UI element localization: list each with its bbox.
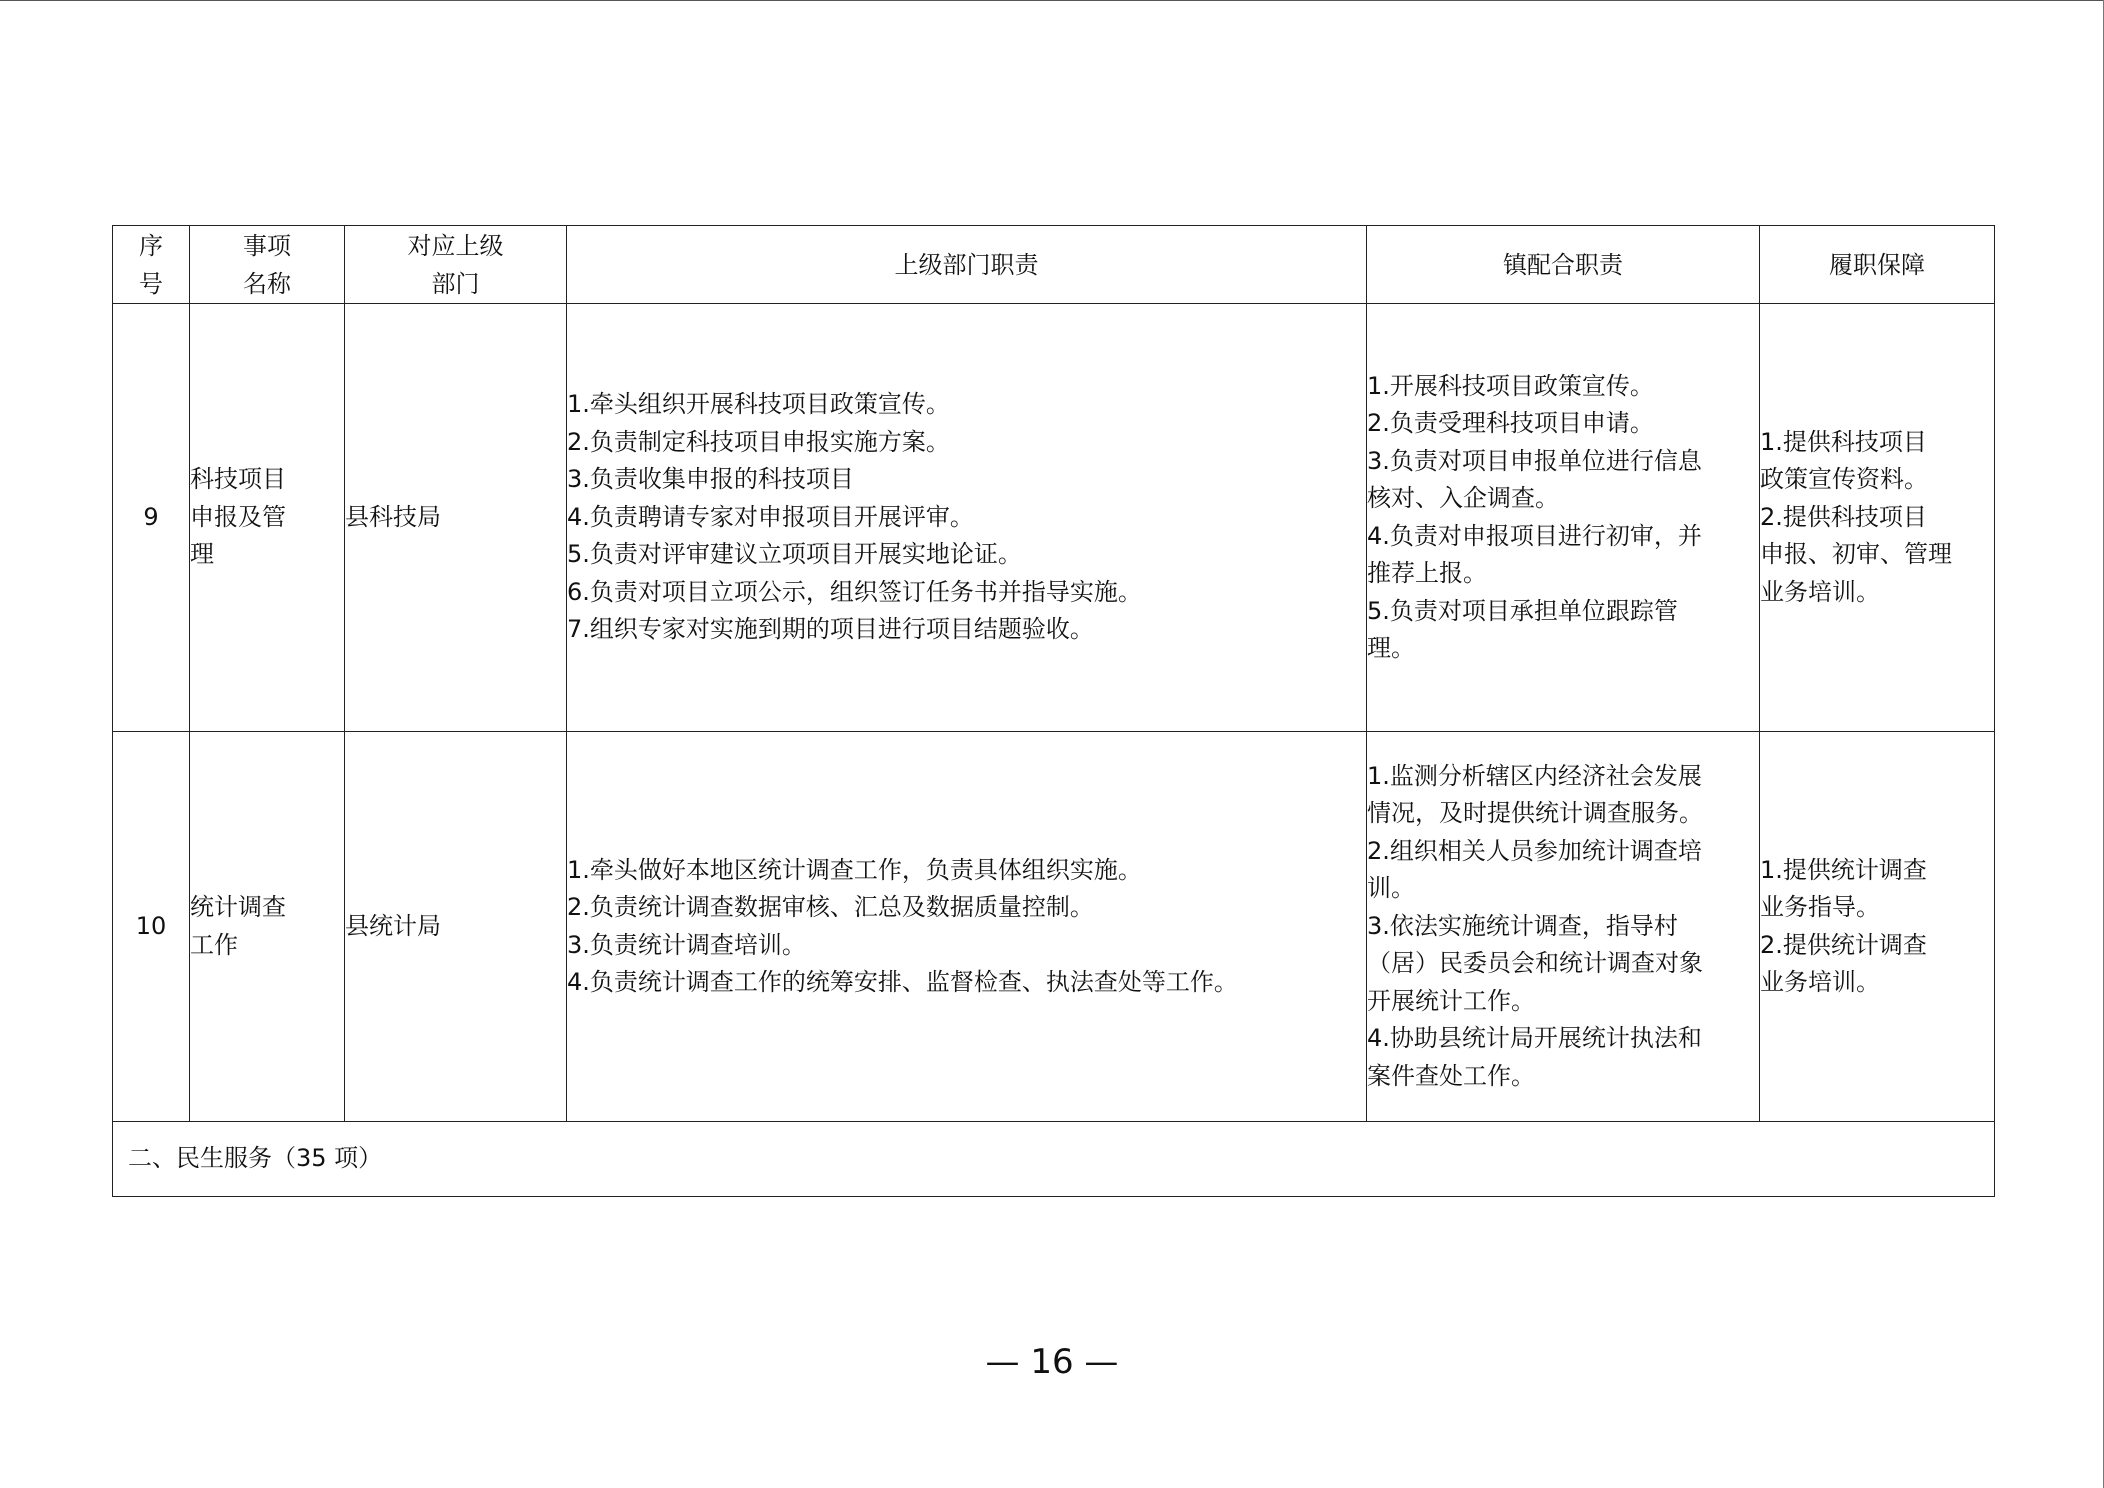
- row-upper-duties: [567, 304, 1367, 732]
- town-duty-line: 4.协助县统计局开展统计执法和: [1367, 1024, 1702, 1053]
- row-department: 县科技局: [345, 304, 567, 732]
- row-town-duties: [1367, 304, 1760, 732]
- upper-duty-item: 3.负责统计调查培训。: [567, 930, 806, 959]
- header-item-line-1: 事项: [243, 231, 291, 260]
- guarantee-line: 政策宣传资料。: [1760, 465, 1928, 494]
- guarantee-line: 业务培训。: [1760, 968, 1880, 996]
- table-row: [113, 304, 1995, 732]
- guarantee-line: 1.提供统计调查: [1760, 855, 1927, 884]
- page-top-border: [0, 0, 2104, 1]
- town-duty-line: 1.监测分析辖区内经济社会发展: [1367, 761, 1702, 790]
- guarantee-line: 申报、初审、管理: [1760, 540, 1952, 569]
- item-line: 科技项目: [190, 465, 286, 494]
- town-duty-line: 核对、入企调查。: [1367, 484, 1559, 512]
- row-item-name: [190, 304, 345, 732]
- guarantee-line: 2.提供统计调查: [1760, 930, 1927, 959]
- upper-duty-item: 3.负责收集申报的科技项目: [567, 465, 854, 494]
- row-upper-duties: [567, 732, 1367, 1122]
- upper-duty-item: 4.负责聘请专家对申报项目开展评审。: [567, 502, 974, 531]
- header-dept-line-1: 对应上级: [407, 231, 504, 260]
- town-duty-line: 5.负责对项目承担单位跟踪管: [1367, 596, 1678, 625]
- item-line: 理: [190, 540, 214, 569]
- upper-duty-item: 7.组织专家对实施到期的项目进行项目结题验收。: [567, 615, 1094, 644]
- header-seq-line-1: 序: [139, 231, 163, 260]
- table-header-row: [113, 226, 1995, 304]
- town-duty-line: 4.负责对申报项目进行初审，并: [1367, 521, 1702, 550]
- section-heading: 二、民生服务（35 项）: [113, 1122, 1995, 1197]
- row-department: 县统计局: [345, 732, 567, 1122]
- header-town-duties: 镇配合职责: [1367, 226, 1760, 304]
- upper-duty-item: 1.牵头组织开展科技项目政策宣传。: [567, 390, 950, 419]
- row-guarantee: [1760, 304, 1995, 732]
- town-duty-line: 2.负责受理科技项目申请。: [1367, 409, 1654, 437]
- town-duty-line: 案件查处工作。: [1367, 1061, 1535, 1090]
- town-duty-line: 开展统计工作。: [1367, 986, 1535, 1015]
- town-duty-line: 情况，及时提供统计调查服务。: [1367, 799, 1703, 828]
- town-duty-line: 1.开展科技项目政策宣传。: [1367, 371, 1654, 400]
- upper-duty-item: 1.牵头做好本地区统计调查工作，负责具体组织实施。: [567, 855, 1142, 884]
- town-duty-line: （居）民委员会和统计调查对象: [1367, 949, 1703, 978]
- table-row: [113, 732, 1995, 1122]
- duty-table: [112, 225, 1995, 1197]
- town-duty-line: 3.依法实施统计调查，指导村: [1367, 911, 1678, 940]
- row-item-name: [190, 732, 345, 1122]
- town-duty-line: 训。: [1367, 874, 1415, 903]
- guarantee-line: 2.提供科技项目: [1760, 502, 1927, 531]
- item-line: 统计调查: [190, 893, 286, 921]
- header-seq: [113, 226, 190, 304]
- row-guarantee: [1760, 732, 1995, 1122]
- row-town-duties: [1367, 732, 1760, 1122]
- item-line: 工作: [190, 930, 238, 959]
- section-heading-row: [113, 1122, 1995, 1197]
- row-seq: 10: [113, 732, 190, 1122]
- upper-duty-item: 5.负责对评审建议立项项目开展实地论证。: [567, 540, 1022, 569]
- upper-duty-item: 6.负责对项目立项公示，组织签订任务书并指导实施。: [567, 577, 1142, 606]
- guarantee-line: 1.提供科技项目: [1760, 427, 1927, 456]
- row-seq: 9: [113, 304, 190, 732]
- upper-duty-item: 2.负责统计调查数据审核、汇总及数据质量控制。: [567, 893, 1094, 921]
- header-upper-duties: 上级部门职责: [567, 226, 1367, 304]
- town-duty-line: 2.组织相关人员参加统计调查培: [1367, 836, 1702, 865]
- page-number: — 16 —: [985, 1342, 1119, 1382]
- town-duty-line: 理。: [1367, 634, 1415, 662]
- header-item-line-2: 名称: [243, 269, 291, 298]
- upper-duty-item: 2.负责制定科技项目申报实施方案。: [567, 427, 950, 456]
- header-item-name: [190, 226, 345, 304]
- town-duty-line: 推荐上报。: [1367, 559, 1487, 587]
- guarantee-line: 业务培训。: [1760, 577, 1880, 606]
- header-seq-line-2: 号: [139, 269, 163, 298]
- header-department: [345, 226, 567, 304]
- header-dept-line-2: 部门: [431, 269, 480, 298]
- item-line: 申报及管: [190, 502, 286, 531]
- guarantee-line: 业务指导。: [1760, 893, 1880, 921]
- header-guarantee: 履职保障: [1760, 226, 1995, 304]
- town-duty-line: 3.负责对项目申报单位进行信息: [1367, 446, 1702, 475]
- upper-duty-item: 4.负责统计调查工作的统筹安排、监督检查、执法查处等工作。: [567, 968, 1238, 996]
